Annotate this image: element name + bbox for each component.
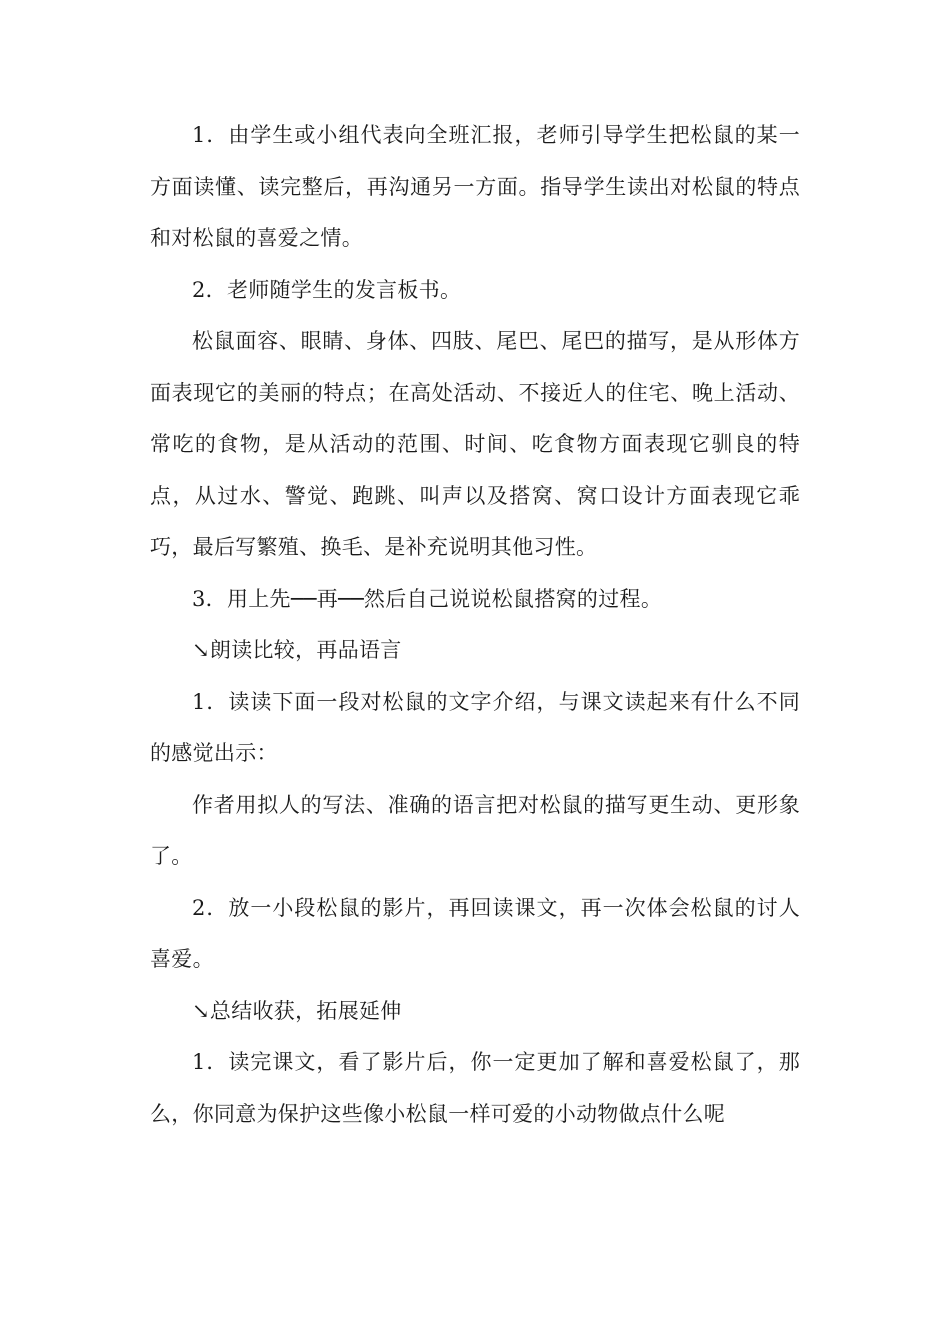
section-heading-summary: ↘总结收获，拓展延伸 — [192, 998, 402, 1023]
document-body — [150, 110, 800, 1140]
paragraph-blackboard: 2．老师随学生的发言板书。 — [192, 277, 462, 302]
paragraph-report: 1．由学生或小组代表向全班汇报，老师引导学生把松鼠的某一方面读懂、读完整后，再沟通另一方面。指导学生读出对松鼠的特点和对松鼠的喜爱之情。 — [150, 123, 800, 250]
paragraph-film: 2．放一小段松鼠的影片，再回读课文，再一次体会松鼠的讨人喜爱。 — [150, 895, 800, 971]
paragraph-squirrel-features: 松鼠面容、眼睛、身体、四肢、尾巴、尾巴的描写，是从形体方面表现它的美丽的特点；在高处活动、不接近人的住宅、晚上活动、常吃的食物，是从活动的范围、时间、吃食物方面表现它驯良的特点，从过水、警觉、跑跳、叫声以及搭窝、窝口设计方面表现它乖巧，最后写繁殖、换毛、是补充说明其他习性。 — [150, 329, 800, 559]
paragraph-protect-animals: 1．读完课文，看了影片后，你一定更加了解和喜爱松鼠了，那么，你同意为保护这些像小松鼠一样可爱的小动物做点什么呢 — [150, 1050, 800, 1126]
section-heading-reading-compare: ↘朗读比较，再品语言 — [192, 638, 402, 662]
paragraph-read-intro: 1．读读下面一段对松鼠的文字介绍，与课文读起来有什么不同的感觉出示： — [150, 689, 800, 765]
paragraph-nest-process: 3．用上先──再──然后自己说说松鼠搭窝的过程。 — [192, 586, 663, 611]
paragraph-author-style: 作者用拟人的写法、准确的语言把对松鼠的描写更生动、更形象了。 — [150, 792, 800, 868]
